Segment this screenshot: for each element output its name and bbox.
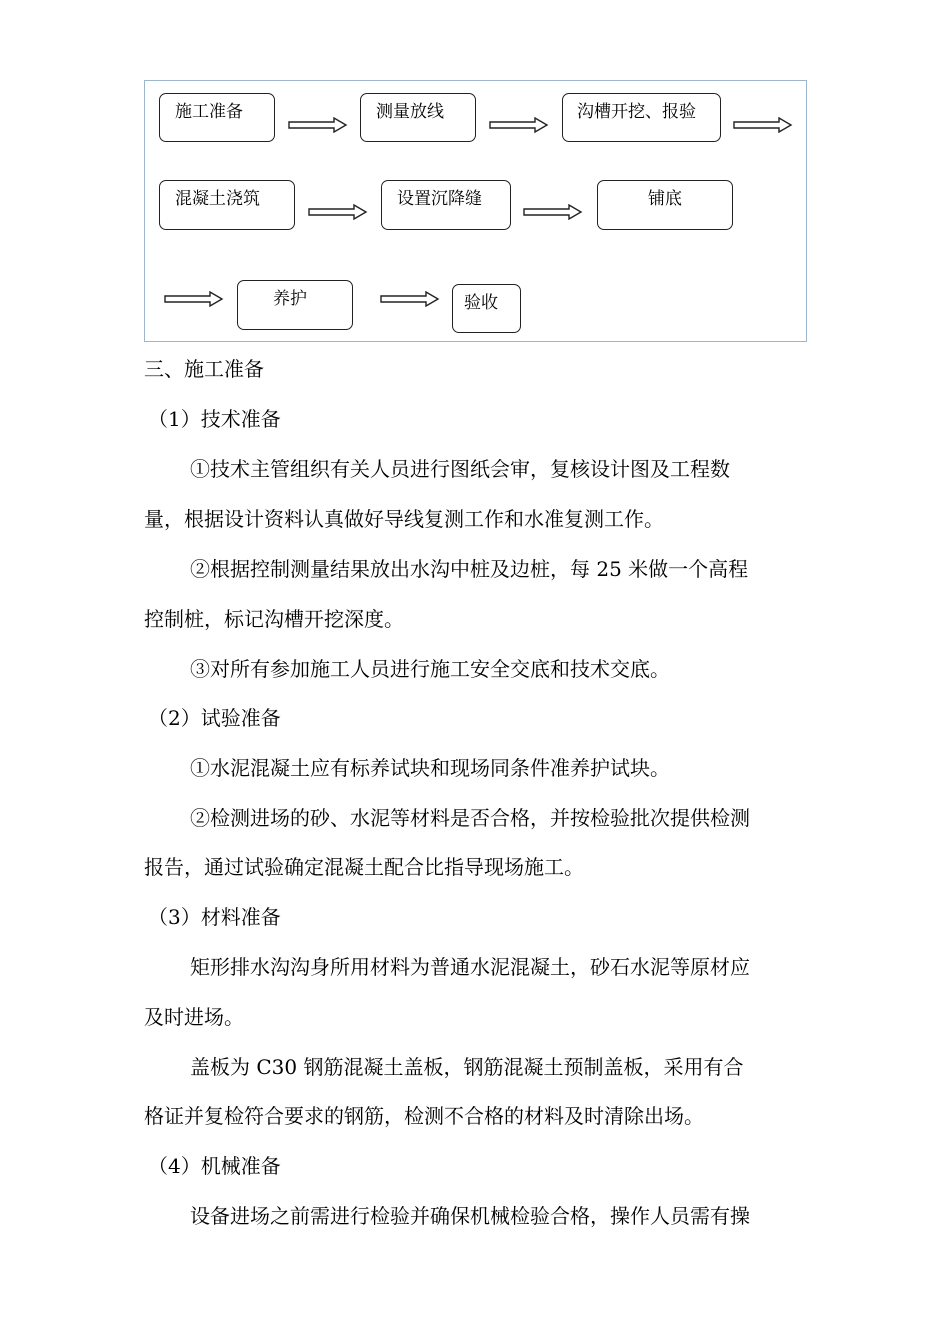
paragraph-line: 设备进场之前需进行检验并确保机械检验合格，操作人员需有操 [190, 1204, 750, 1228]
paragraph-line: 量，根据设计资料认真做好导线复测工作和水准复测工作。 [144, 507, 664, 531]
section-heading: 三、施工准备 [144, 357, 264, 381]
arrow-right-icon [489, 117, 549, 133]
flow-step-trench-excavation: 沟槽开挖、报验 [562, 93, 721, 142]
paragraph-line: ②根据控制测量结果放出水沟中桩及边桩，每 25 米做一个高程 [190, 557, 749, 581]
flow-step-survey-layout: 测量放线 [360, 93, 476, 142]
flow-step-curing: 养护 [237, 280, 353, 330]
arrow-right-icon [380, 291, 440, 307]
subsection-title-test: （2）试验准备 [148, 706, 281, 730]
flow-step-construction-prep: 施工准备 [159, 93, 275, 142]
flow-step-concrete-pouring: 混凝土浇筑 [159, 180, 295, 230]
flow-step-acceptance: 验收 [452, 284, 521, 333]
subsection-title-machine: （4）机械准备 [148, 1154, 281, 1178]
paragraph-line: 报告，通过试验确定混凝土配合比指导现场施工。 [144, 855, 584, 879]
paragraph-line: 控制桩，标记沟槽开挖深度。 [144, 607, 404, 631]
paragraph-line: ③对所有参加施工人员进行施工安全交底和技术交底。 [190, 657, 670, 681]
paragraph-line: 格证并复检符合要求的钢筋，检测不合格的材料及时清除出场。 [144, 1104, 704, 1128]
arrow-right-icon [164, 291, 224, 307]
subsection-title-material: （3）材料准备 [148, 905, 281, 929]
paragraph-line: ①水泥混凝土应有标养试块和现场同条件准养护试块。 [190, 756, 670, 780]
paragraph-line: 及时进场。 [144, 1005, 244, 1029]
paragraph-line: 矩形排水沟沟身所用材料为普通水泥混凝土，砂石水泥等原材应 [190, 955, 750, 979]
flow-step-settlement-joint: 设置沉降缝 [381, 180, 511, 230]
arrow-right-icon [733, 117, 793, 133]
arrow-right-icon [308, 204, 368, 220]
arrow-right-icon [523, 204, 583, 220]
paragraph-line: ①技术主管组织有关人员进行图纸会审，复核设计图及工程数 [190, 457, 730, 481]
subsection-title-tech: （1）技术准备 [148, 407, 281, 431]
arrow-right-icon [288, 117, 348, 133]
paragraph-line: ②检测进场的砂、水泥等材料是否合格，并按检验批次提供检测 [190, 806, 750, 830]
flow-step-base-laying: 铺底 [597, 180, 733, 230]
paragraph-line: 盖板为 C30 钢筋混凝土盖板，钢筋混凝土预制盖板，采用有合 [190, 1055, 744, 1079]
